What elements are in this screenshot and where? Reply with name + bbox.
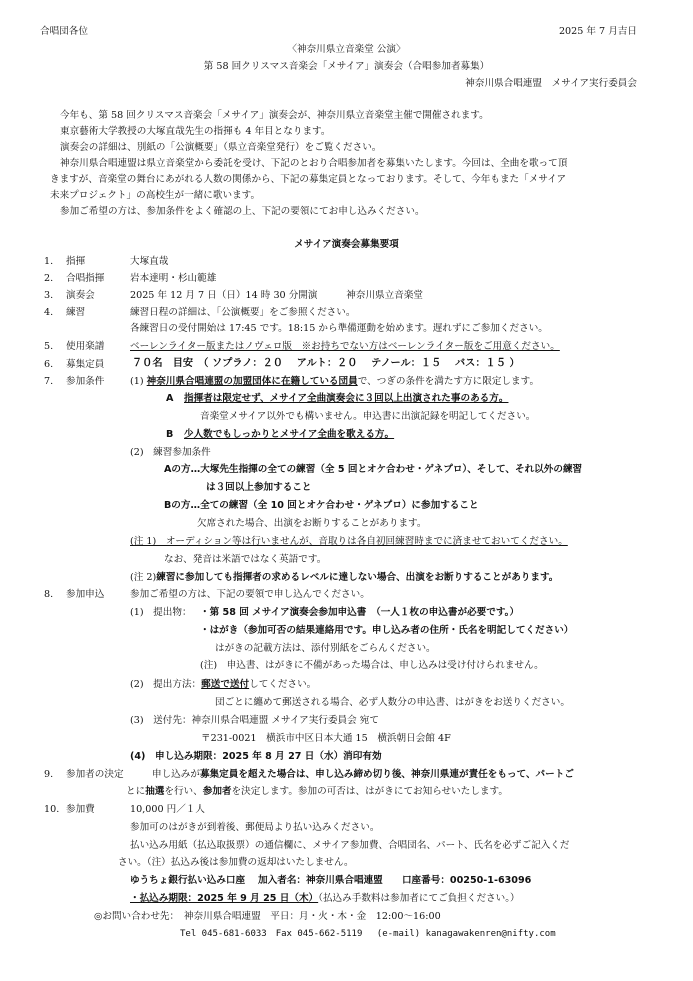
condition-number: (1): [130, 376, 144, 387]
item-number: 5.: [44, 341, 54, 352]
selection-text: 申し込みが: [152, 769, 200, 780]
item-6-value: ７０名 目安 （ ソプラノ：２０ アルト：２０ テノール：１５ バス：１５ ）: [132, 358, 520, 369]
submission-address: (3) 送付先：神奈川県合唱連盟 メサイア実行委員会 宛て: [130, 715, 379, 726]
issue-date: 2025 年 7 月吉日: [558, 26, 637, 37]
item-8: [44, 589, 105, 600]
item-6: [44, 359, 105, 370]
note-emphasis: 練習に参加しても指揮者の求めるレベルに達しない場合、出演をお断りすることがあります。: [156, 572, 559, 583]
organizer: 神奈川県合唱連盟 メサイア実行委員会: [465, 78, 637, 89]
item-number: 2.: [44, 273, 54, 284]
selection-text: とに: [126, 786, 146, 797]
selection-text: を行い、: [164, 786, 203, 797]
item-4-value-b: 各練習日の受付開始は 17:45 です。18:15 から準備運動を始めます。遅れずにご参加ください。: [130, 323, 548, 334]
item-8-value: 参加ご希望の方は、下記の要領で申し込んでください。: [130, 589, 370, 600]
item-label: 参加条件: [66, 376, 105, 387]
item-10: [44, 804, 95, 815]
item-label: 使用楽譜: [66, 341, 105, 352]
fee-line-2: 払い込み用紙（払込取扱票）の通信欄に、メサイア参加費、合唱団名、パート、氏名を必ずご記入くだ: [130, 840, 570, 851]
item-label: 指揮: [66, 256, 86, 267]
deadline-note: （払込み手数料は参加者にてご負担ください。）: [318, 893, 520, 904]
submission-item-postcard: ・はがき（参加可否の結果連絡用です。申し込み者の住所・氏名を明記してください）: [200, 625, 574, 636]
item-number: 10.: [44, 804, 60, 815]
deadline-emphasis: ・払込み期限：2025 年 9 月 25 日（木）: [130, 893, 319, 904]
item-9: [44, 769, 124, 780]
item-4-value-a: 練習日程の詳細は、「公演概要」をご参照ください。: [130, 307, 356, 318]
method-label: (2) 提出方法：: [130, 679, 202, 690]
intro-line-7: 参加ご希望の方は、参加条件をよく確認の上、下記の要領にてお申し込みください。: [60, 206, 425, 217]
condition-a: 指揮者は限定せず、メサイア全曲演奏会に３回以上出演された事のある方。: [184, 393, 509, 404]
item-1: [44, 256, 86, 267]
postal-address: 〒231-0021 横浜市中区日本大通 15 横浜朝日会館 4F: [201, 733, 451, 744]
item-number: 8.: [44, 589, 54, 600]
item-3: [44, 290, 95, 301]
item-number: 9.: [44, 769, 54, 780]
condition-b: 少人数でもしっかりとメサイア全曲を歌える方。: [184, 429, 395, 440]
condition-1: [130, 377, 539, 387]
condition-a-note: 音楽堂メサイア以外でも構いません。申込書に出演記録を明記してください。: [200, 411, 536, 422]
condition-a-mark: A: [166, 393, 174, 404]
practice-note: 欠席された場合、出演をお断りすることがあります。: [197, 518, 427, 529]
practice-a-line-2: は３回以上参加すること: [206, 482, 312, 493]
intro-line-3: 演奏会の詳細は、別紙の「公演概要」（県立音楽堂発行）をご覧ください。: [60, 142, 382, 153]
item-5-value: ベーレンライター版またはノヴェロ版 ※お持ちでない方はベーレンライター版をご用意ください。: [130, 341, 560, 352]
intro-line-6: 未来プロジェクト」の高校生が一緒に歌います。: [50, 190, 261, 201]
intro-line-5: きますが、音楽堂の舞台にあがれる人数の関係から、下記の募集定員となっております。そして、今年もまた「メサイア: [50, 174, 567, 185]
selection-line-1: [152, 770, 574, 780]
submission-method-note: 団ごとに纏めて郵送される場合、必ず人数分の申込書、はがきをお送りください。: [215, 697, 570, 708]
intro-line-4: 神奈川県合唱連盟は県立音楽堂から委託を受け、下記のとおり合唱参加者を募集いたします。今回は、全曲を歌って頂: [60, 158, 568, 169]
condition-emphasis: 神奈川県合唱連盟の加盟団体に在籍している団員: [146, 376, 358, 387]
note-number: (注 2): [130, 572, 157, 583]
bank-account: ゆうちょ銀行払い込み口座 加入者名：神奈川県合唱連盟 口座番号：00250-1-63096: [130, 875, 532, 886]
intro-line-2: 東京藝術大学教授の大塚直哉先生の指揮も 4 年目となります。: [60, 126, 331, 137]
recipient: 合唱団各位: [40, 26, 88, 37]
item-label: 合唱指揮: [66, 273, 105, 284]
submission-item-form: ・第 58 回 メサイア演奏会参加申込書 （一人１枚の申込書が必要です。）: [200, 607, 520, 618]
contact-line: ◎お問い合わせ先： 神奈川県合唱連盟 平日：月・火・木・金 12:00～16:00: [94, 911, 441, 922]
submission-items-label: (1) 提出物：: [130, 607, 192, 618]
fee-line-3: さい。（注）払込み後は参加費の返却はいたしません。: [118, 857, 354, 868]
practice-b: Bの方…全ての練習（全 10 回とオケ合わせ・ゲネプロ）に参加すること: [164, 500, 479, 511]
subtitle: 〈神奈川県立音楽堂 公演〉: [287, 44, 406, 55]
item-label: 演奏会: [66, 290, 95, 301]
intro-line-1: 今年も、第 58 回クリスマス音楽会「メサイア」演奏会が、神奈川県立音楽堂主催で開催されます。: [60, 110, 489, 121]
submission-warning: (注) 申込書、はがきに不備があった場合は、申し込みは受け付けられません。: [200, 660, 544, 671]
item-number: 3.: [44, 290, 54, 301]
method-text: してください。: [249, 679, 317, 690]
submission-deadline: (4) 申し込み期限：2025 年 8 月 27 日（水）消印有効: [130, 751, 382, 762]
condition-text: で、つぎの条件を満たす方に限定します。: [357, 376, 540, 387]
item-number: 7.: [44, 376, 54, 387]
fee-amount: 10,000 円／１人: [130, 804, 205, 815]
submission-postcard-note: はがきの記載方法は、添付別紙をごらんください。: [215, 643, 436, 654]
method-emphasis: 郵送で送付: [201, 679, 250, 690]
item-2: [44, 273, 105, 284]
item-label: 参加者の決定: [66, 769, 124, 780]
item-label: 参加申込: [66, 589, 105, 600]
item-number: 1.: [44, 256, 54, 267]
item-7: [44, 376, 105, 387]
practice-a-line-1: Aの方…大塚先生指揮の全ての練習（全 5 回とオケ合わせ・ゲネプロ）、そして、それ以外の練習: [164, 464, 583, 475]
item-1-value: 大塚直哉: [130, 256, 169, 267]
selection-emphasis: 募集定員を超えた場合は、申し込み締め切り後、神奈川県連が責任をもって、パートご: [199, 769, 574, 780]
item-label: 練習: [66, 307, 86, 318]
document-title: 第 58 回クリスマス音楽会「メサイア」演奏会（合唱参加者募集）: [203, 61, 490, 72]
condition-b-mark: B: [166, 429, 174, 440]
item-5: [44, 341, 105, 352]
section-title: メサイア演奏会募集要項: [294, 239, 399, 250]
item-label: 参加費: [66, 804, 95, 815]
selection-text: を決定します。参加の可否は、はがきにてお知らせいたします。: [231, 786, 508, 797]
item-number: 6.: [44, 359, 54, 370]
payment-deadline: [130, 894, 520, 904]
selection-emphasis: 参加者: [202, 786, 232, 797]
contact-details: Tel 045-681-6033 Fax 045-662-5119 (e-mail) kanagawakenren@nifty.com: [180, 929, 556, 939]
submission-method: [130, 680, 316, 690]
note-2: [130, 573, 558, 583]
fee-line-1: 参加可のはがきが到着後、郵便局より払い込みください。: [130, 822, 380, 833]
item-label: 募集定員: [66, 359, 105, 370]
note-1: (注 1) オーディション等は行いませんが、音取りは各自初回練習時までに済ませておいてください。: [130, 536, 568, 547]
selection-emphasis: 抽選: [145, 786, 165, 797]
selection-line-2: [126, 787, 508, 797]
condition-2: (2) 練習参加条件: [130, 447, 211, 458]
note-1-b: なお、発音は米語ではなく英語です。: [164, 554, 327, 565]
item-3-value: 2025 年 12 月 7 日（日）14 時 30 分開演 神奈川県立音楽堂: [130, 290, 424, 301]
item-2-value: 岩本達明・杉山範雄: [130, 273, 217, 284]
item-number: 4.: [44, 307, 54, 318]
item-4: [44, 307, 86, 318]
